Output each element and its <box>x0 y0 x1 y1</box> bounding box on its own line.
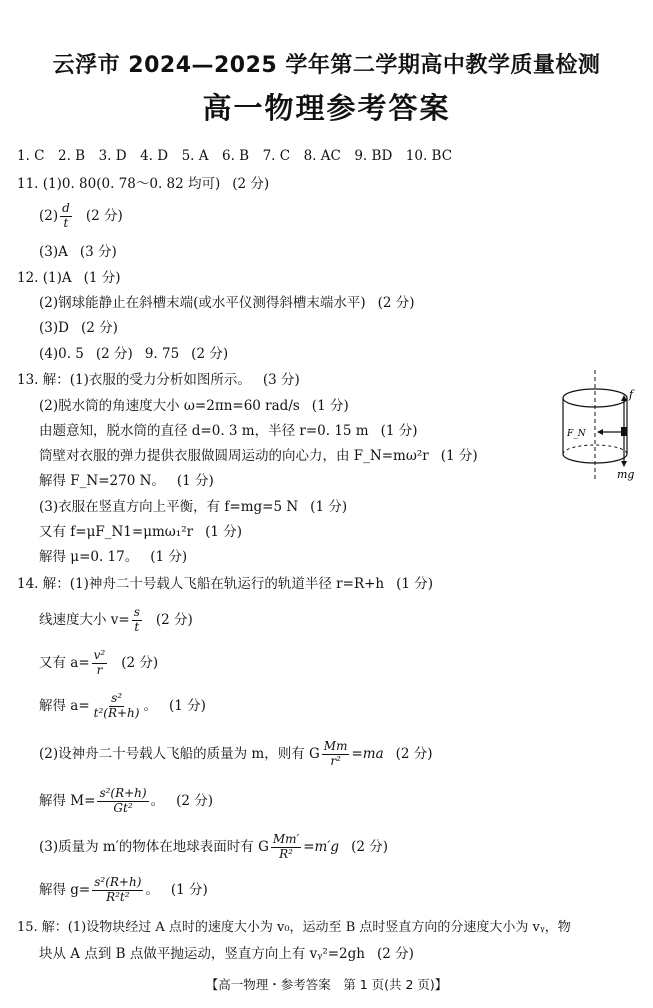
fraction-denominator: t²(R+h) <box>93 705 140 720</box>
q14-line5-suffix: =ma <box>351 745 384 762</box>
q14-line3-fraction <box>92 649 108 678</box>
q11-part3-text: (3)A <box>39 244 68 260</box>
q13-line4 <box>39 448 478 464</box>
q14-line8-points: (1 分) <box>170 881 208 898</box>
page-footer: 【高一物理・参考答案 第 1 页(共 2 页)】 <box>205 977 448 992</box>
q14-line4 <box>39 692 206 721</box>
q11-part2-prefix: (2) <box>39 207 59 224</box>
q14-line4-prefix: 解得 a= <box>39 697 90 714</box>
q12-part2-text: (2)钢球能静止在斜槽末端(或水平仪测得斜槽末端水平) <box>39 295 366 311</box>
q13-line5-points: (1 分) <box>176 473 214 489</box>
q12-part2 <box>39 295 415 311</box>
fraction-denominator: r² <box>330 753 341 768</box>
q13-line7 <box>39 524 242 540</box>
fraction-denominator: R² <box>279 846 293 861</box>
q11-part1-points: (2 分) <box>232 176 270 192</box>
mc-answers: 1. C 2. B 3. D 4. D 5. A 6. B 7. C 8. AC 9. BD 10. BC <box>17 148 453 164</box>
fraction-numerator: Mm <box>323 739 348 753</box>
q11-part3-points: (3 分) <box>79 244 117 260</box>
q14-line4-points: (1 分) <box>168 697 206 714</box>
q13-line5 <box>39 473 214 489</box>
q13-line6-points: (1 分) <box>310 499 348 515</box>
q14-line2-prefix: 线速度大小 v= <box>39 611 130 628</box>
q14-line6 <box>39 787 213 816</box>
q14-line2 <box>39 606 193 635</box>
q12-part3-points: (2 分) <box>80 320 118 336</box>
fraction-numerator: s <box>133 605 140 619</box>
fraction-denominator: r <box>96 662 103 677</box>
gravity-arrowhead <box>621 461 627 467</box>
q14-line8-fraction <box>92 876 143 905</box>
q14-line8-prefix: 解得 g= <box>39 881 91 898</box>
q12-part3-text: (3)D <box>39 320 69 336</box>
q13-line6-text: (3)衣服在竖直方向上平衡，有 f=mg=5 N <box>39 499 299 515</box>
q14-line3-prefix: 又有 a= <box>39 654 90 671</box>
force-diagram <box>555 368 645 483</box>
q14-line1-text: 14. 解：(1)神舟二十号载人飞船在轨运行的轨道半径 r=R+h <box>17 576 385 592</box>
q14-line7-fraction <box>271 833 301 862</box>
q14-line5 <box>39 740 433 769</box>
q13-line4-text: 筒壁对衣服的弹力提供衣服做圆周运动的向心力，由 F_N=mω²r <box>39 448 429 464</box>
fraction-numerator: Mm′ <box>272 832 300 846</box>
q14-line6-prefix: 解得 M= <box>39 792 96 809</box>
q14-line1-points: (1 分) <box>396 576 434 592</box>
q13-line3 <box>39 423 418 439</box>
q11-part1 <box>17 176 269 192</box>
q14-line6-suffix: 。 <box>150 792 165 809</box>
q14-line3 <box>39 649 158 678</box>
friction-label: f <box>629 388 634 401</box>
q13-line7-points: (1 分) <box>205 524 242 540</box>
q13-line3-points: (1 分) <box>380 423 418 439</box>
q14-line8 <box>39 876 208 905</box>
q13-line5-text: 解得 F_N=270 N。 <box>39 473 165 489</box>
q14-line6-fraction <box>97 787 148 816</box>
q12-part3 <box>39 320 118 336</box>
q14-line3-points: (2 分) <box>121 654 159 671</box>
q13-line2-text: (2)脱水筒的角速度大小 ω=2πn=60 rad/s <box>39 398 300 414</box>
gravity-label: mg <box>617 468 635 481</box>
q13-line1-text: 13. 解：(1)衣服的受力分析如图所示。 <box>17 372 251 388</box>
q13-line3-text: 由题意知，脱水筒的直径 d=0. 3 m，半径 r=0. 15 m <box>39 423 369 439</box>
q13-line8 <box>39 549 187 565</box>
q13-line2 <box>39 398 349 414</box>
q15-line2-text: 块从 A 点到 B 点做平抛运动，竖直方向上有 vᵧ²=2gh <box>39 946 365 962</box>
q14-line4-suffix: 。 <box>143 697 157 714</box>
q12-part1-points: (1 分) <box>83 270 121 286</box>
fraction-numerator: s² <box>111 691 123 705</box>
fraction-denominator: R²t² <box>106 889 130 904</box>
q13-line8-points: (1 分) <box>150 549 188 565</box>
q14-line5-prefix: (2)设神舟二十号载人飞船的质量为 m，则有 G <box>39 745 320 762</box>
fraction-denominator: t <box>63 215 69 230</box>
q14-line5-fraction <box>322 740 350 769</box>
fraction-numerator: d <box>62 201 70 215</box>
fraction-numerator: s²(R+h) <box>94 875 142 889</box>
fraction-denominator: Gt² <box>113 800 133 815</box>
q13-line1 <box>17 372 300 388</box>
q14-line7-suffix: =m′g <box>303 838 340 855</box>
q11-part3 <box>39 244 117 260</box>
q11-part2 <box>39 202 123 231</box>
q15-line2 <box>39 946 414 962</box>
q13-line1-points: (3 分) <box>262 372 300 388</box>
normal-force-arrowhead <box>597 429 603 435</box>
q14-line6-points: (2 分) <box>176 792 214 809</box>
q15-line1: 15. 解：(1)设物块经过 A 点时的速度大小为 v₀，运动至 B 点时竖直方向的分速度大小为 vᵧ，物 <box>17 920 571 935</box>
q14-line7 <box>39 833 388 862</box>
q14-line2-points: (2 分) <box>155 611 193 628</box>
q14-line1 <box>17 576 433 592</box>
clothes-block <box>621 427 627 436</box>
q12-part4 <box>39 346 228 362</box>
q14-line4-fraction <box>92 692 142 721</box>
q13-line2-points: (1 分) <box>311 398 349 414</box>
fraction-numerator: s²(R+h) <box>99 786 147 800</box>
document-subtitle: 高一物理参考答案 <box>202 91 451 125</box>
q13-line7-text: 又有 f=μF_N1=μmω₁²r <box>39 524 194 540</box>
q11-part2-points: (2 分) <box>85 207 123 224</box>
q11-part1-text: 11. (1)0. 80(0. 78～0. 82 均可) <box>17 176 221 192</box>
q12-part4a-text: (4)0. 5 <box>39 346 84 362</box>
q12-part4b-points: (2 分) <box>191 346 229 362</box>
q13-line4-points: (1 分) <box>440 448 478 464</box>
q14-line5-points: (2 分) <box>395 745 433 762</box>
q15-line2-points: (2 分) <box>376 946 414 962</box>
q13-line8-text: 解得 μ=0. 17。 <box>39 549 139 565</box>
q14-line2-fraction <box>132 606 142 635</box>
q12-part4a-points: (2 分) <box>95 346 133 362</box>
normal-force-label: F_N <box>567 429 586 439</box>
q12-part1-text: 12. (1)A <box>17 270 72 286</box>
q12-part2-points: (2 分) <box>377 295 415 311</box>
document-title: 云浮市 2024—2025 学年第二学期高中教学质量检测 <box>52 53 601 78</box>
fraction-numerator: v² <box>93 648 106 662</box>
q12-part1 <box>17 270 121 286</box>
q14-line7-points: (2 分) <box>351 838 388 855</box>
q12-part4b-text: 9. 75 <box>144 346 180 362</box>
q14-line8-suffix: 。 <box>145 881 159 898</box>
q13-line6 <box>39 499 347 515</box>
q14-line7-prefix: (3)质量为 m′的物体在地球表面时有 G <box>39 838 269 855</box>
q11-part2-fraction <box>60 202 72 231</box>
fraction-denominator: t <box>134 619 140 634</box>
